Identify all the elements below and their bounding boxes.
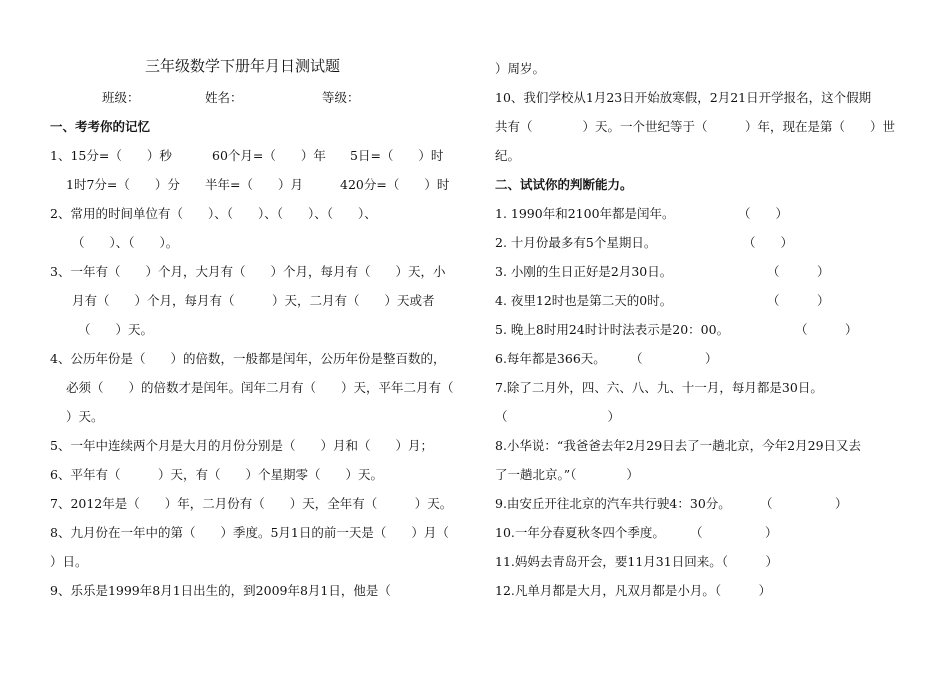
q10-line-1: 10、我们学校从1月23日开始放寒假，2月21日开学报名，这个假期 <box>495 90 872 105</box>
section-1-heading: 一、考考你的记忆 <box>50 119 151 134</box>
q1-part-f: 420分=（ ）时 <box>340 177 450 192</box>
name-label: 姓名： <box>205 90 243 105</box>
judge-6: 6.每年都是366天。 <box>495 351 606 366</box>
q8-line-1: 8、九月份在一年中的第（ ）季度。5月1日的前一天是（ ）月（ <box>50 525 449 540</box>
judge-4-answer: （ ） <box>767 293 830 308</box>
judge-9-answer: （ ） <box>760 496 848 511</box>
q1-part-b: 60个月=（ ）年 <box>212 148 326 163</box>
judge-2: 2. 十月份最多有5个星期日。 <box>495 235 657 250</box>
class-label: 班级： <box>102 90 140 105</box>
q3-line-3: （ ）天。 <box>78 322 154 337</box>
judge-6-answer: （ ） <box>630 351 718 366</box>
q10-line-2: 共有（ ）天。一个世纪等于（ ）年，现在是第（ ）世 <box>495 119 896 134</box>
judge-9: 9.由安丘开往北京的汽车共行驶4：30分。 <box>495 496 731 511</box>
q4-line-3: ）天。 <box>66 409 104 424</box>
judge-2-answer: （ ） <box>743 235 794 250</box>
q10-line-3: 纪。 <box>495 148 521 163</box>
q5-line: 5、一年中连续两个月是大月的月份分别是（ ）月和（ ）月； <box>50 438 433 453</box>
judge-8-line-1: 8.小华说：“我爸爸去年2月29日去了一趟北京，今年2月29日又去 <box>495 438 862 453</box>
judge-1: 1. 1990年和2100年都是闰年。 <box>495 206 675 221</box>
judge-12: 12.凡单月都是大月，凡双月都是小月。（ ） <box>495 583 772 598</box>
q6-line: 6、平年有（ ）天，有（ ）个星期零（ ）天。 <box>50 467 383 482</box>
judge-3-answer: （ ） <box>767 264 830 279</box>
judge-11: 11.妈妈去青岛开会，要11月31日回来。（ ） <box>495 554 778 569</box>
q1-part-e: 半年=（ ）月 <box>205 177 303 192</box>
q9-continuation: ）周岁。 <box>495 61 546 76</box>
q1-part-c: 5日=（ ）时 <box>350 148 444 163</box>
q1-part-d: 1时7分=（ ）分 <box>66 177 180 192</box>
q4-line-1: 4、公历年份是（ ）的倍数，一般都是闰年，公历年份是整百数的， <box>50 351 446 366</box>
judge-7-line-1: 7.除了二月外，四、六、八、九、十一月，每月都是30日。 <box>495 380 823 395</box>
q8-line-2: ）日。 <box>50 554 88 569</box>
q9-line: 9、乐乐是1999年8月1日出生的，到2009年8月1日，他是（ <box>50 583 391 598</box>
judge-1-answer: （ ） <box>738 206 789 221</box>
q3-line-2: 月有（ ）个月，每月有（ ）天，二月有（ ）天或者 <box>72 293 435 308</box>
grade-label: 等级： <box>322 90 360 105</box>
judge-8-line-2: 了一趟北京。”（ ） <box>495 467 639 482</box>
q7-line: 7、2012年是（ ）年，二月份有（ ）天，全年有（ ）天。 <box>50 496 453 511</box>
judge-5: 5. 晚上8时用24时计时法表示是20：00。 <box>495 322 730 337</box>
q3-line-1: 3、一年有（ ）个月，大月有（ ）个月，每月有（ ）天，小 <box>50 264 446 279</box>
judge-10: 10.一年分春夏秋冬四个季度。 <box>495 525 665 540</box>
judge-3: 3. 小刚的生日正好是2月30日。 <box>495 264 673 279</box>
q1-part-a: 1、15分=（ ）秒 <box>50 148 172 163</box>
page-title: 三年级数学下册年月日测试题 <box>145 57 341 75</box>
judge-10-answer: （ ） <box>690 525 778 540</box>
judge-5-answer: （ ） <box>795 322 858 337</box>
q2-line-1: 2、常用的时间单位有（ ）、（ ）、（ ）、（ ）、 <box>50 206 377 221</box>
judge-4: 4. 夜里12时也是第二天的0时。 <box>495 293 673 308</box>
section-2-heading: 二、试试你的判断能力。 <box>495 177 633 192</box>
judge-7-line-2: （ ） <box>495 409 621 424</box>
q2-line-2: （ ）、（ ）。 <box>72 235 179 250</box>
q4-line-2: 必须（ ）的倍数才是闰年。闰年二月有（ ）天，平年二月有（ <box>66 380 454 395</box>
